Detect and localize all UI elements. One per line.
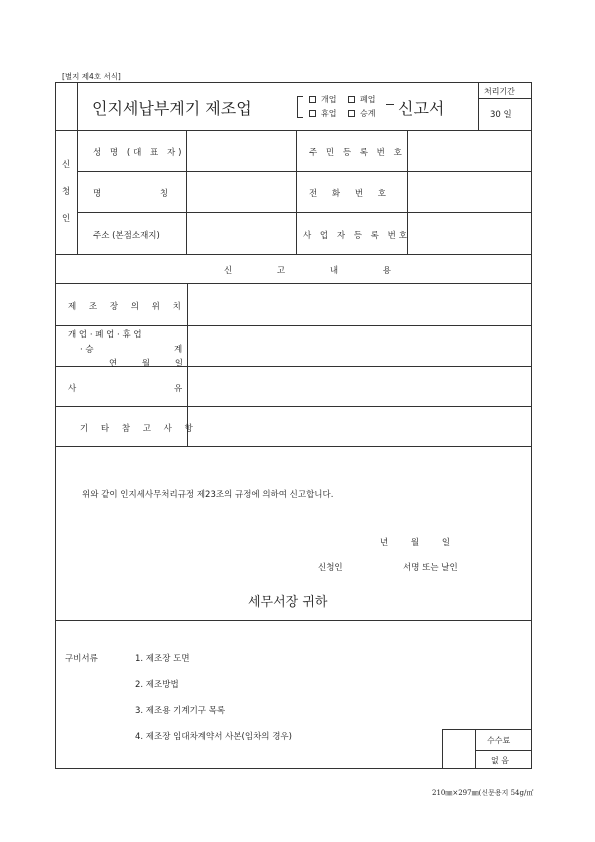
paper-spec-note: 210㎜×297㎜(신문용지 54g/㎡: [432, 789, 534, 797]
business-reg-field[interactable]: [408, 213, 531, 253]
business-name-field[interactable]: [187, 172, 295, 211]
attachment-item-3: 3. 제조용 기계기구 목록: [135, 706, 226, 716]
fee-value: 없 음: [491, 756, 509, 765]
reason-label-right: 유: [174, 384, 183, 394]
attachments-label: 구비서류: [65, 654, 98, 664]
suspension-checkbox[interactable]: [309, 110, 316, 117]
date-label-line2-left: · 승: [80, 345, 94, 355]
name-label: 성 명 (대 표 자): [93, 148, 185, 158]
factory-location-field[interactable]: [188, 284, 531, 324]
date-label-line3: 연 월 일: [109, 359, 184, 369]
succession-label: 승계: [360, 109, 376, 118]
bracket-right: [386, 104, 394, 105]
attachment-item-4: 4. 제조장 임대차계약서 사본(임차의 경우): [135, 732, 292, 742]
form-title-prefix: 인지세납부계기 제조업: [92, 99, 252, 118]
address-label: 주소 (본점소재지): [93, 231, 160, 241]
declaration-applicant-label: 신청인: [318, 563, 343, 573]
declaration-date-line: 년 월 일: [380, 538, 451, 548]
name-field[interactable]: [187, 131, 295, 170]
phone-label: 전 화 번 호: [309, 189, 386, 199]
opening-checkbox[interactable]: [309, 96, 316, 103]
applicant-side-char-3: 인: [62, 214, 71, 224]
closure-checkbox[interactable]: [348, 96, 355, 103]
reason-field[interactable]: [188, 367, 531, 405]
processing-period-value: 30 일: [490, 110, 512, 120]
processing-period-label: 처리기간: [484, 87, 515, 96]
resident-no-field[interactable]: [408, 131, 531, 170]
other-notes-field[interactable]: [188, 407, 531, 445]
succession-checkbox[interactable]: [348, 110, 355, 117]
fee-label: 수수료: [487, 736, 511, 745]
report-section-title: 신 고 내 용: [224, 266, 391, 276]
declaration-addressee: 세무서장 귀하: [248, 595, 328, 610]
business-reg-label: 사 업 자 등 록 번호: [303, 231, 410, 241]
reason-label-left: 사: [68, 384, 77, 394]
attachment-item-1: 1. 제조장 도면: [135, 654, 190, 664]
factory-location-label: 제 조 장 의 위 치: [68, 302, 186, 312]
opening-label: 개업: [321, 95, 337, 104]
applicant-side-char-2: 청: [62, 187, 71, 197]
attachment-item-2: 2. 제조방법: [135, 680, 179, 690]
date-label-line1: 개 업 · 폐 업 · 휴 업: [68, 330, 142, 340]
bracket-left: [297, 96, 303, 118]
suspension-label: 휴업: [321, 109, 337, 118]
phone-field[interactable]: [408, 172, 531, 211]
address-field[interactable]: [187, 213, 295, 253]
applicant-side-char-1: 신: [62, 160, 71, 170]
declaration-signature-label: 서명 또는 날인: [403, 563, 458, 573]
form-title-suffix: 신고서: [398, 99, 445, 118]
closure-label: 폐업: [360, 95, 376, 104]
form-number: [별지 제4호 서식]: [62, 72, 121, 81]
business-name-label: 명 칭: [93, 189, 169, 199]
event-date-field[interactable]: [188, 326, 531, 365]
date-label-line2-right: 계: [174, 345, 183, 355]
other-notes-label: 기 타 참 고 사 항: [80, 424, 198, 434]
declaration-statement: 위와 같이 인지세사무처리규정 제23조의 규정에 의하여 신고합니다.: [82, 490, 334, 500]
resident-no-label: 주 민 등 록 번 호: [309, 148, 405, 158]
